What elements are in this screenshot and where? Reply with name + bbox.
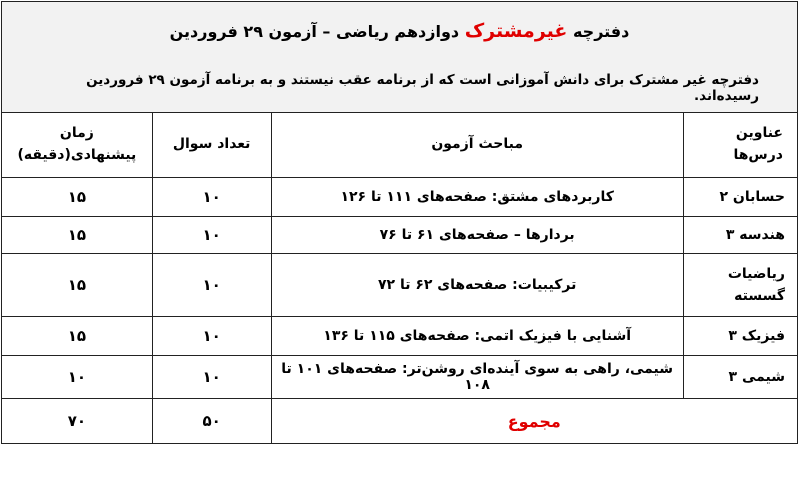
time-cell: ۱۵ bbox=[2, 254, 153, 317]
total-label: مجموع bbox=[271, 399, 797, 444]
topics-cell: بردارها – صفحه‌های ۶۱ تا ۷۶ bbox=[271, 217, 683, 254]
question-count-cell: ۱۰ bbox=[152, 217, 271, 254]
table-row bbox=[2, 356, 798, 399]
booklet-title bbox=[2, 20, 797, 42]
subject-cell: حسابان ۲ bbox=[683, 178, 797, 217]
exam-booklet-sheet bbox=[1, 1, 798, 444]
column-topics: مباحث آزمون bbox=[271, 113, 683, 178]
table-row bbox=[2, 254, 798, 317]
time-cell: ۱۰ bbox=[2, 356, 153, 399]
title-highlight: غیرمشترک bbox=[464, 20, 568, 42]
topics-cell: آشنایی با فیزیک اتمی: صفحه‌های ۱۱۵ تا ۱۳۶ bbox=[271, 317, 683, 356]
booklet-header bbox=[2, 2, 798, 113]
column-header-row bbox=[2, 113, 798, 178]
table-row bbox=[2, 317, 798, 356]
total-question-count: ۵۰ bbox=[152, 399, 271, 444]
column-subject: عناوین درس‌ها bbox=[683, 113, 797, 178]
table-row bbox=[2, 217, 798, 254]
total-time: ۷۰ bbox=[2, 399, 153, 444]
time-cell: ۱۵ bbox=[2, 317, 153, 356]
question-count-cell: ۱۰ bbox=[152, 356, 271, 399]
subject-cell: ریاضیات گسسته bbox=[683, 254, 797, 317]
question-count-cell: ۱۰ bbox=[152, 178, 271, 217]
subject-cell: شیمی ۳ bbox=[683, 356, 797, 399]
booklet-note: دفترچه غیر مشترک برای دانش آموزانی است که از برنامه عقب نیستند و به برنامه آزمون ۲۹ فروردین رسیده‌اند. bbox=[86, 72, 759, 104]
topics-cell: کاربردهای مشتق: صفحه‌های ۱۱۱ تا ۱۲۶ bbox=[271, 178, 683, 217]
topics-cell: ترکیبیات: صفحه‌های ۶۲ تا ۷۲ bbox=[271, 254, 683, 317]
time-cell: ۱۵ bbox=[2, 217, 153, 254]
exam-schedule-table bbox=[1, 1, 798, 444]
time-cell: ۱۵ bbox=[2, 178, 153, 217]
subject-cell: فیزیک ۳ bbox=[683, 317, 797, 356]
title-prefix: دفترچه bbox=[572, 22, 630, 41]
total-row bbox=[2, 399, 798, 444]
column-question-count: تعداد سوال bbox=[152, 113, 271, 178]
column-time: زمان پیشنهادی(دقیقه) bbox=[2, 113, 153, 178]
question-count-cell: ۱۰ bbox=[152, 317, 271, 356]
question-count-cell: ۱۰ bbox=[152, 254, 271, 317]
subject-cell: هندسه ۳ bbox=[683, 217, 797, 254]
table-row bbox=[2, 178, 798, 217]
title-suffix: دوازدهم ریاضی – آزمون ۲۹ فروردین bbox=[169, 22, 460, 41]
topics-cell: شیمی، راهی به سوی آینده‌ای روشن‌تر: صفحه‌های ۱۰۱ تا ۱۰۸ bbox=[271, 356, 683, 399]
